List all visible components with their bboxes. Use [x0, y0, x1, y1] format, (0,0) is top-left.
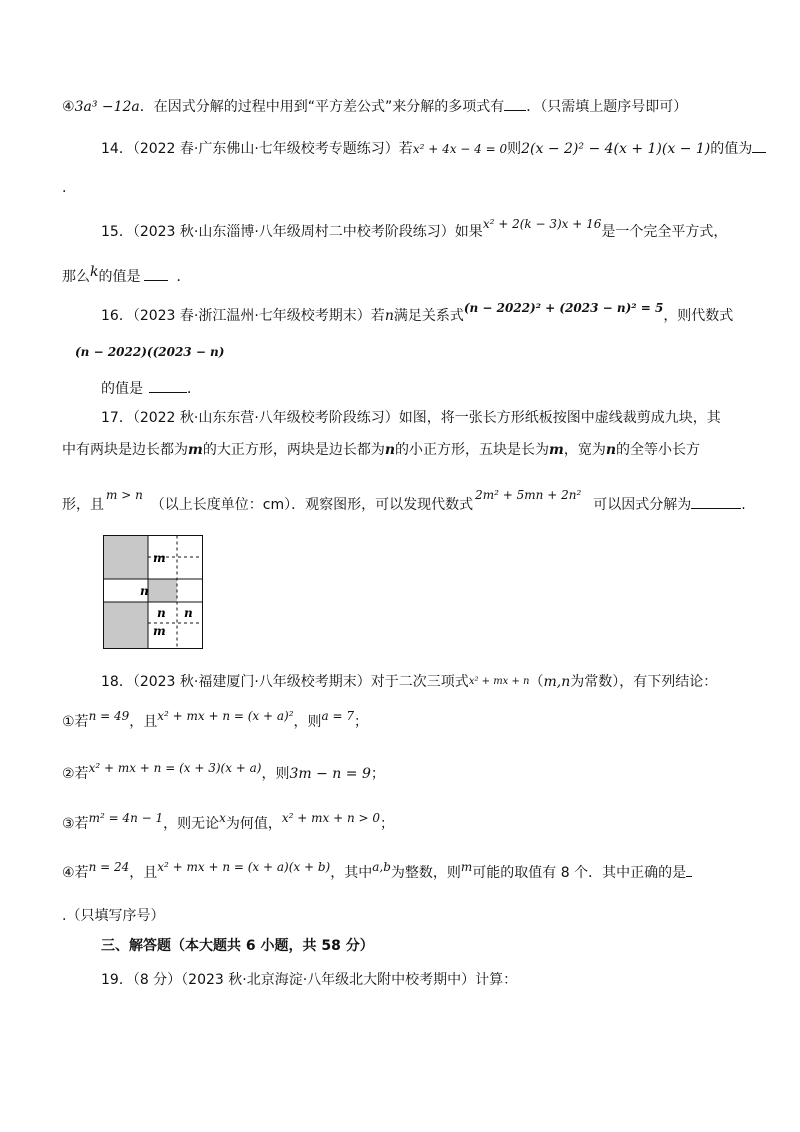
q18-paren-a: （: [529, 674, 544, 690]
q15-line1: [101, 217, 728, 242]
q15-math1: x² + 2(k − 3)x + 16: [482, 217, 602, 231]
fig-label-m-bottom: m: [153, 624, 166, 638]
q18-c3-math2: x: [219, 811, 226, 825]
q18-c4-e: 可能的取值有 8 个．其中正确的是: [472, 865, 687, 881]
q18-math0: x² + mx + n: [468, 676, 530, 687]
q17-line2-b: 的大正方形，两块是边长都为: [202, 442, 385, 458]
q17-line2-a: 中有两块是边长都为: [62, 442, 188, 458]
q18-conclusion-1: [62, 709, 369, 732]
q18-c1-math3: a = 7: [321, 709, 355, 723]
q16-source: （2023 春·浙江温州·七年级校考期末）若: [132, 308, 385, 324]
q17-var-m-1: m: [188, 442, 203, 458]
q16-mid: 满足关系式: [393, 308, 464, 324]
q13-answer-blank[interactable]: [504, 96, 526, 111]
q13-after: ．（只需填上题序号即可）: [526, 99, 688, 115]
q16-tail: ，则代数式: [663, 308, 734, 324]
section-3-heading: 三、解答题（本大题共 6 小题，共 58 分）: [101, 938, 374, 954]
q18-c4-a: ④若: [62, 865, 89, 881]
q18-c4-c: ，其中: [330, 865, 373, 881]
q15-tail: 是一个完全平方式，: [601, 224, 728, 240]
q18-paren-b: 为常数），有下列结论：: [570, 674, 718, 690]
q17-line2-d: ，宽为: [563, 442, 606, 458]
q17-line3-c: 可以因式分解为: [593, 497, 692, 513]
q16-math1: (n − 2022)² + (2023 − n)² = 5: [463, 301, 664, 315]
q16-var-n: n: [384, 308, 394, 324]
q18-c4-math3: a,b: [372, 860, 391, 874]
q14-line: [101, 138, 766, 159]
q13-math: 3a³ −12a: [74, 99, 140, 115]
q18-c2-math2: 3m − n = 9: [289, 766, 371, 782]
q18-c3-d: ；: [380, 816, 395, 832]
q13-tail-line: [62, 96, 687, 117]
q18-source: （2023 秋·福建厦门·八年级校考期末）对于二次三项式: [132, 674, 469, 690]
q17-var-n-1: n: [384, 442, 396, 458]
q17-number: 17．: [101, 410, 133, 426]
q17-line3-a: 形，且: [62, 497, 104, 513]
q17-math2: 2m² + 5mn + 2n²: [475, 488, 582, 502]
q18-c3-math1: m² = 4n − 1: [88, 811, 164, 825]
q18-c4-b: ，且: [129, 865, 158, 881]
q16-line3-b: ．: [187, 381, 201, 397]
q16-number: 16．: [101, 308, 133, 324]
q15-source: （2023 秋·山东淄博·八年级周村二中校考阶段练习）如果: [132, 224, 483, 240]
q15-answer-blank[interactable]: [144, 266, 168, 281]
q14-cont: .: [62, 180, 67, 196]
q14-tail: 的值为: [710, 141, 753, 157]
q17-cut-figure: [103, 535, 203, 649]
q18-c3-b: ，则无论: [163, 816, 220, 832]
q19-line: [101, 970, 517, 990]
q18-vars: m,n: [543, 674, 571, 690]
q17-line2-e: 的全等小长方: [616, 442, 701, 458]
q15-line2-a: 那么: [62, 269, 90, 285]
q15-line2: [62, 266, 190, 287]
q18-c4-math1: n = 24: [88, 860, 130, 874]
q18-number: 18．: [101, 674, 133, 690]
q17-var-n-2: n: [605, 442, 617, 458]
q17-answer-blank[interactable]: [691, 494, 741, 509]
q17-line3-b: （以上长度单位：cm）．观察图形，可以发现代数式: [150, 497, 474, 513]
q18-tail: .（只填写序号）: [62, 908, 165, 924]
q14-number: 14．: [101, 141, 133, 157]
q18-c1-d: ；: [354, 714, 369, 730]
q13-item-number: ④: [62, 99, 75, 115]
q18-conclusion-3: [62, 811, 395, 834]
q16-math2: (n − 2022)((2023 − n): [75, 345, 225, 359]
q19-text: （8 分）（2023 秋·北京海淀·八年级北大附中校考期中）计算：: [132, 972, 518, 988]
q18-answer-blank[interactable]: [686, 862, 692, 877]
q16-answer-blank[interactable]: [149, 378, 187, 393]
q14-mid: 则: [507, 141, 522, 157]
q18-c1-math2: x² + mx + n = (x + a)²: [157, 709, 294, 723]
small-square-middle: [148, 579, 177, 602]
q18-c2-math1: x² + mx + n = (x + 3)(x + a): [88, 761, 262, 775]
q16-line3-a: 的值是: [101, 381, 143, 397]
q18-c2-a: ②若: [62, 766, 89, 782]
q14-answer-blank[interactable]: [752, 138, 766, 153]
fig-label-m-top: m: [153, 551, 166, 565]
q15-line2-b: 的值是: [98, 269, 141, 285]
q17-line2-c: 的小正方形，五块是长为: [395, 442, 550, 458]
q14-source: （2022 春·广东佛山·七年级校考专题练习）若: [132, 141, 413, 157]
q19-number: 19．: [101, 972, 133, 988]
q17-math1: m > n: [106, 488, 143, 502]
fig-label-n-left: n: [140, 584, 149, 598]
q18-c2-b: ，则: [261, 766, 290, 782]
q13-text: ．在因式分解的过程中用到“平方差公式”来分解的多项式有: [139, 99, 505, 115]
q14-math1: x² + 4x − 4 = 0: [412, 142, 508, 156]
q17-var-m-2: m: [549, 442, 564, 458]
fig-label-n-right: n: [184, 606, 193, 620]
q18-conclusion-4: [62, 862, 692, 883]
q17-line1: [101, 408, 721, 428]
q15-number: 15．: [101, 224, 133, 240]
q17-line2: [62, 440, 700, 460]
q18-c3-a: ③若: [62, 816, 89, 832]
big-square-top-left: [104, 536, 148, 579]
q18-c1-math1: n = 49: [88, 709, 130, 723]
q18-c3-c: 为何值，: [225, 816, 282, 832]
q18-c4-math2: x² + mx + n = (x + a)(x + b): [157, 860, 331, 874]
q18-c4-math4: m: [460, 860, 473, 874]
q17-line1-text: （2022 秋·山东东营·八年级校考阶段练习）如图，将一张长方形纸板按图中虚线裁剪成九块，其: [132, 410, 721, 426]
q18-c4-d: 为整数，则: [390, 865, 461, 881]
q17-line3: [62, 488, 746, 515]
q18-line1: [101, 672, 717, 694]
q18-c2-c: ；: [370, 766, 385, 782]
q16-line3: [101, 378, 201, 399]
q16-line2: [75, 342, 224, 362]
fig-label-n-mid: n: [157, 606, 166, 620]
q18-conclusion-2: [62, 761, 385, 784]
q14-math2: 2(x − 2)² − 4(x + 1)(x − 1): [521, 141, 711, 157]
q16-line1: [101, 301, 734, 326]
q18-c3-math3: x² + mx + n > 0: [281, 811, 381, 825]
big-square-bottom-left: [104, 602, 148, 648]
q15-var-k: k: [90, 264, 99, 280]
q18-c1-b: ，且: [129, 714, 158, 730]
q18-c1-c: ，则: [293, 714, 322, 730]
q15-line2-c: ．: [176, 269, 191, 285]
q18-c1-a: ①若: [62, 714, 89, 730]
q17-line3-d: .: [741, 497, 746, 513]
